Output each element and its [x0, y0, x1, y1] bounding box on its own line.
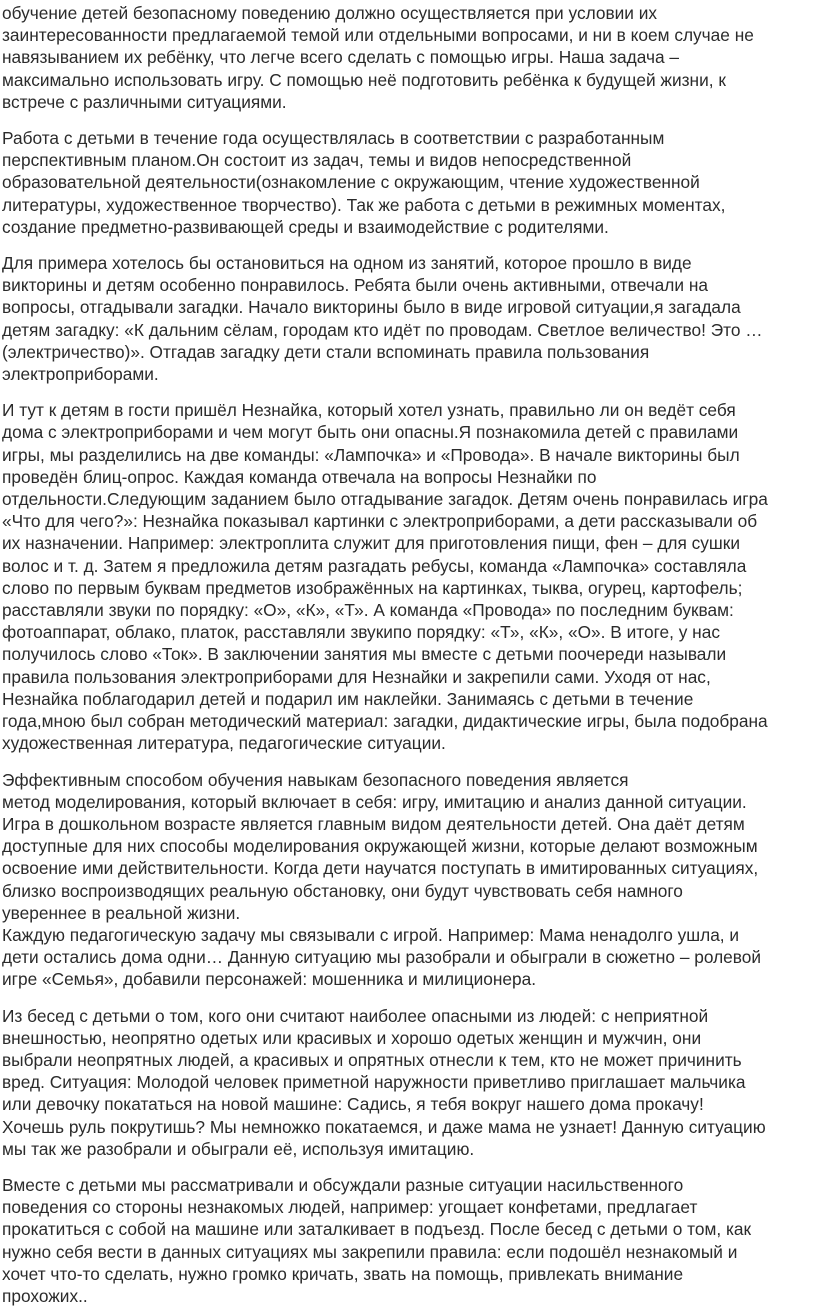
paragraph-dangerous-people: Из бесед с детьми о том, кого они считают наиболее опасными из людей: с неприятной внешностью, неопрятно одетых или красивых и хорошо одетых женщин и мужчин, они выбрали неопрятных людей, а красивых и опрятных отнесли к тем, кто не может причинить вред. Ситуация: Молодой человек приметной наружности приветливо приглашает мальчика или девочку покататься на новой машине: Садись, я тебя вокруг нашего дома прокачу! Хочешь руль покрутишь? Мы немножко покатаемся, и даже мама не узнает! Данную ситуацию мы так же разобрали и обыграли её, используя имитацию.: [2, 1005, 766, 1159]
paragraph-quiz-example: Для примера хотелось бы остановиться на одном из занятий, которое прошло в виде викторины и детям особенно понравилось. Ребята были очень активными, отвечали на вопросы, отгадывали загадки. Начало викторины было в виде игровой ситуации,я загадала детям загадку: «К дальним сёлам, городам кто идёт по проводам. Светлое величество! Это … (электричество)». Отгадав загадку дети стали вспоминать правила пользования электроприборами.: [2, 253, 763, 385]
paragraph-modeling-method: Эффективным способом обучения навыкам безопасного поведения является метод моделирования, который включает в себя: игру, имитацию и анализ данной ситуации. Игра в дошкольном возрасте является главным видом деятельности детей. Она даёт детям доступные для них способы моделирования окружающей жизни, которые делают возможным освоение ими действительности. Когда дети научатся поступать в имитированных ситуациях, близко воспроизводящих реальную обстановку, они будут чувствовать себя намного увереннее в реальной жизни.: [2, 769, 759, 923]
paragraph-plan: Работа с детьми в течение года осуществлялась в соответствии с разработанным перспективным планом.Он состоит из задач, темы и видов непосредственной образовательной деятельности(ознакомление с окружающим, чтение художественной литературы, художественное творчество). Так же работа с детьми в режимных моментах, создание предметно-развивающей среды и взаимодействие с родителями.: [2, 128, 726, 237]
paragraph-game-task: Каждую педагогическую задачу мы связывали с игрой. Например: Мама ненадолго ушла, и дети остались дома одни… Данную ситуацию мы разобрали и обыграли в сюжетно – ролевой игре «Семья», добавили персонажей: мошенника и милиционера.: [2, 924, 762, 990]
paragraph-intro: обучение детей безопасному поведению должно осуществляется при условии их заинтересованности предлагаемой темой или отдельными вопросами, и ни в коем случае не навязыванием их ребёнку, что легче всего сделать с помощью игры. Наша задача – максимально использовать игру. С помощью неё подготовить ребёнка к будущей жизни, к встрече с различными ситуациями.: [2, 3, 754, 112]
paragraph-violent-situations: Вместе с детьми мы рассматривали и обсуждали разные ситуации насильственного поведения со стороны незнакомых людей, например: угощает конфетами, предлагает прокатиться с собой на машине или заталкивает в подъезд. После бесед с детьми о том, как нужно себя вести в данных ситуациях мы закрепили правила: если подошёл незнакомый и хочет что-то сделать, нужно громко кричать, звать на помощь, привлекать внимание прохожих..: [2, 1174, 752, 1306]
paragraph-neznaika: И тут к детям в гости пришёл Незнайка, который хотел узнать, правильно ли он ведёт себя дома с электроприборами и чем могут быть они опасны.Я познакомила детей с правилами игры, мы разделились на две команды: «Лампочка» и «Провода». В начале викторины был проведён блиц-опрос. Каждая команда отвечала на вопросы Незнайки по отдельности.Следующим заданием было отгадывание загадок. Детям очень понравилась игра «Что для чего?»: Незнайка показывал картинки с электроприборами, а дети рассказывали об их назначении. Например: электроплита служит для приготовления пищи, фен – для сушки волос и т. д. Затем я предложила детям разгадать ребусы, команда «Лампочка» составляла слово по первым буквам предметов изображённых на картинках, тыква, огурец, картофель; расставляли звуки по порядку: «О», «К», «Т». А команда «Провода» по последним буквам: фотоаппарат, облако, платок, расставляли звукипо порядку: «Т», «К», «О». В итоге, у нас получилось слово «Ток». В заключении занятия мы вместе с детьми поочереди называли правила пользования электроприборами для Незнайки и закрепили сами. Уходя от нас, Незнайка поблагодарил детей и подарил им наклейки. Занимаясь с детьми в течение года,мною был собран методический материал: загадки, дидактические игры, была подобрана художественная литература, педагогические ситуации.: [2, 400, 768, 754]
